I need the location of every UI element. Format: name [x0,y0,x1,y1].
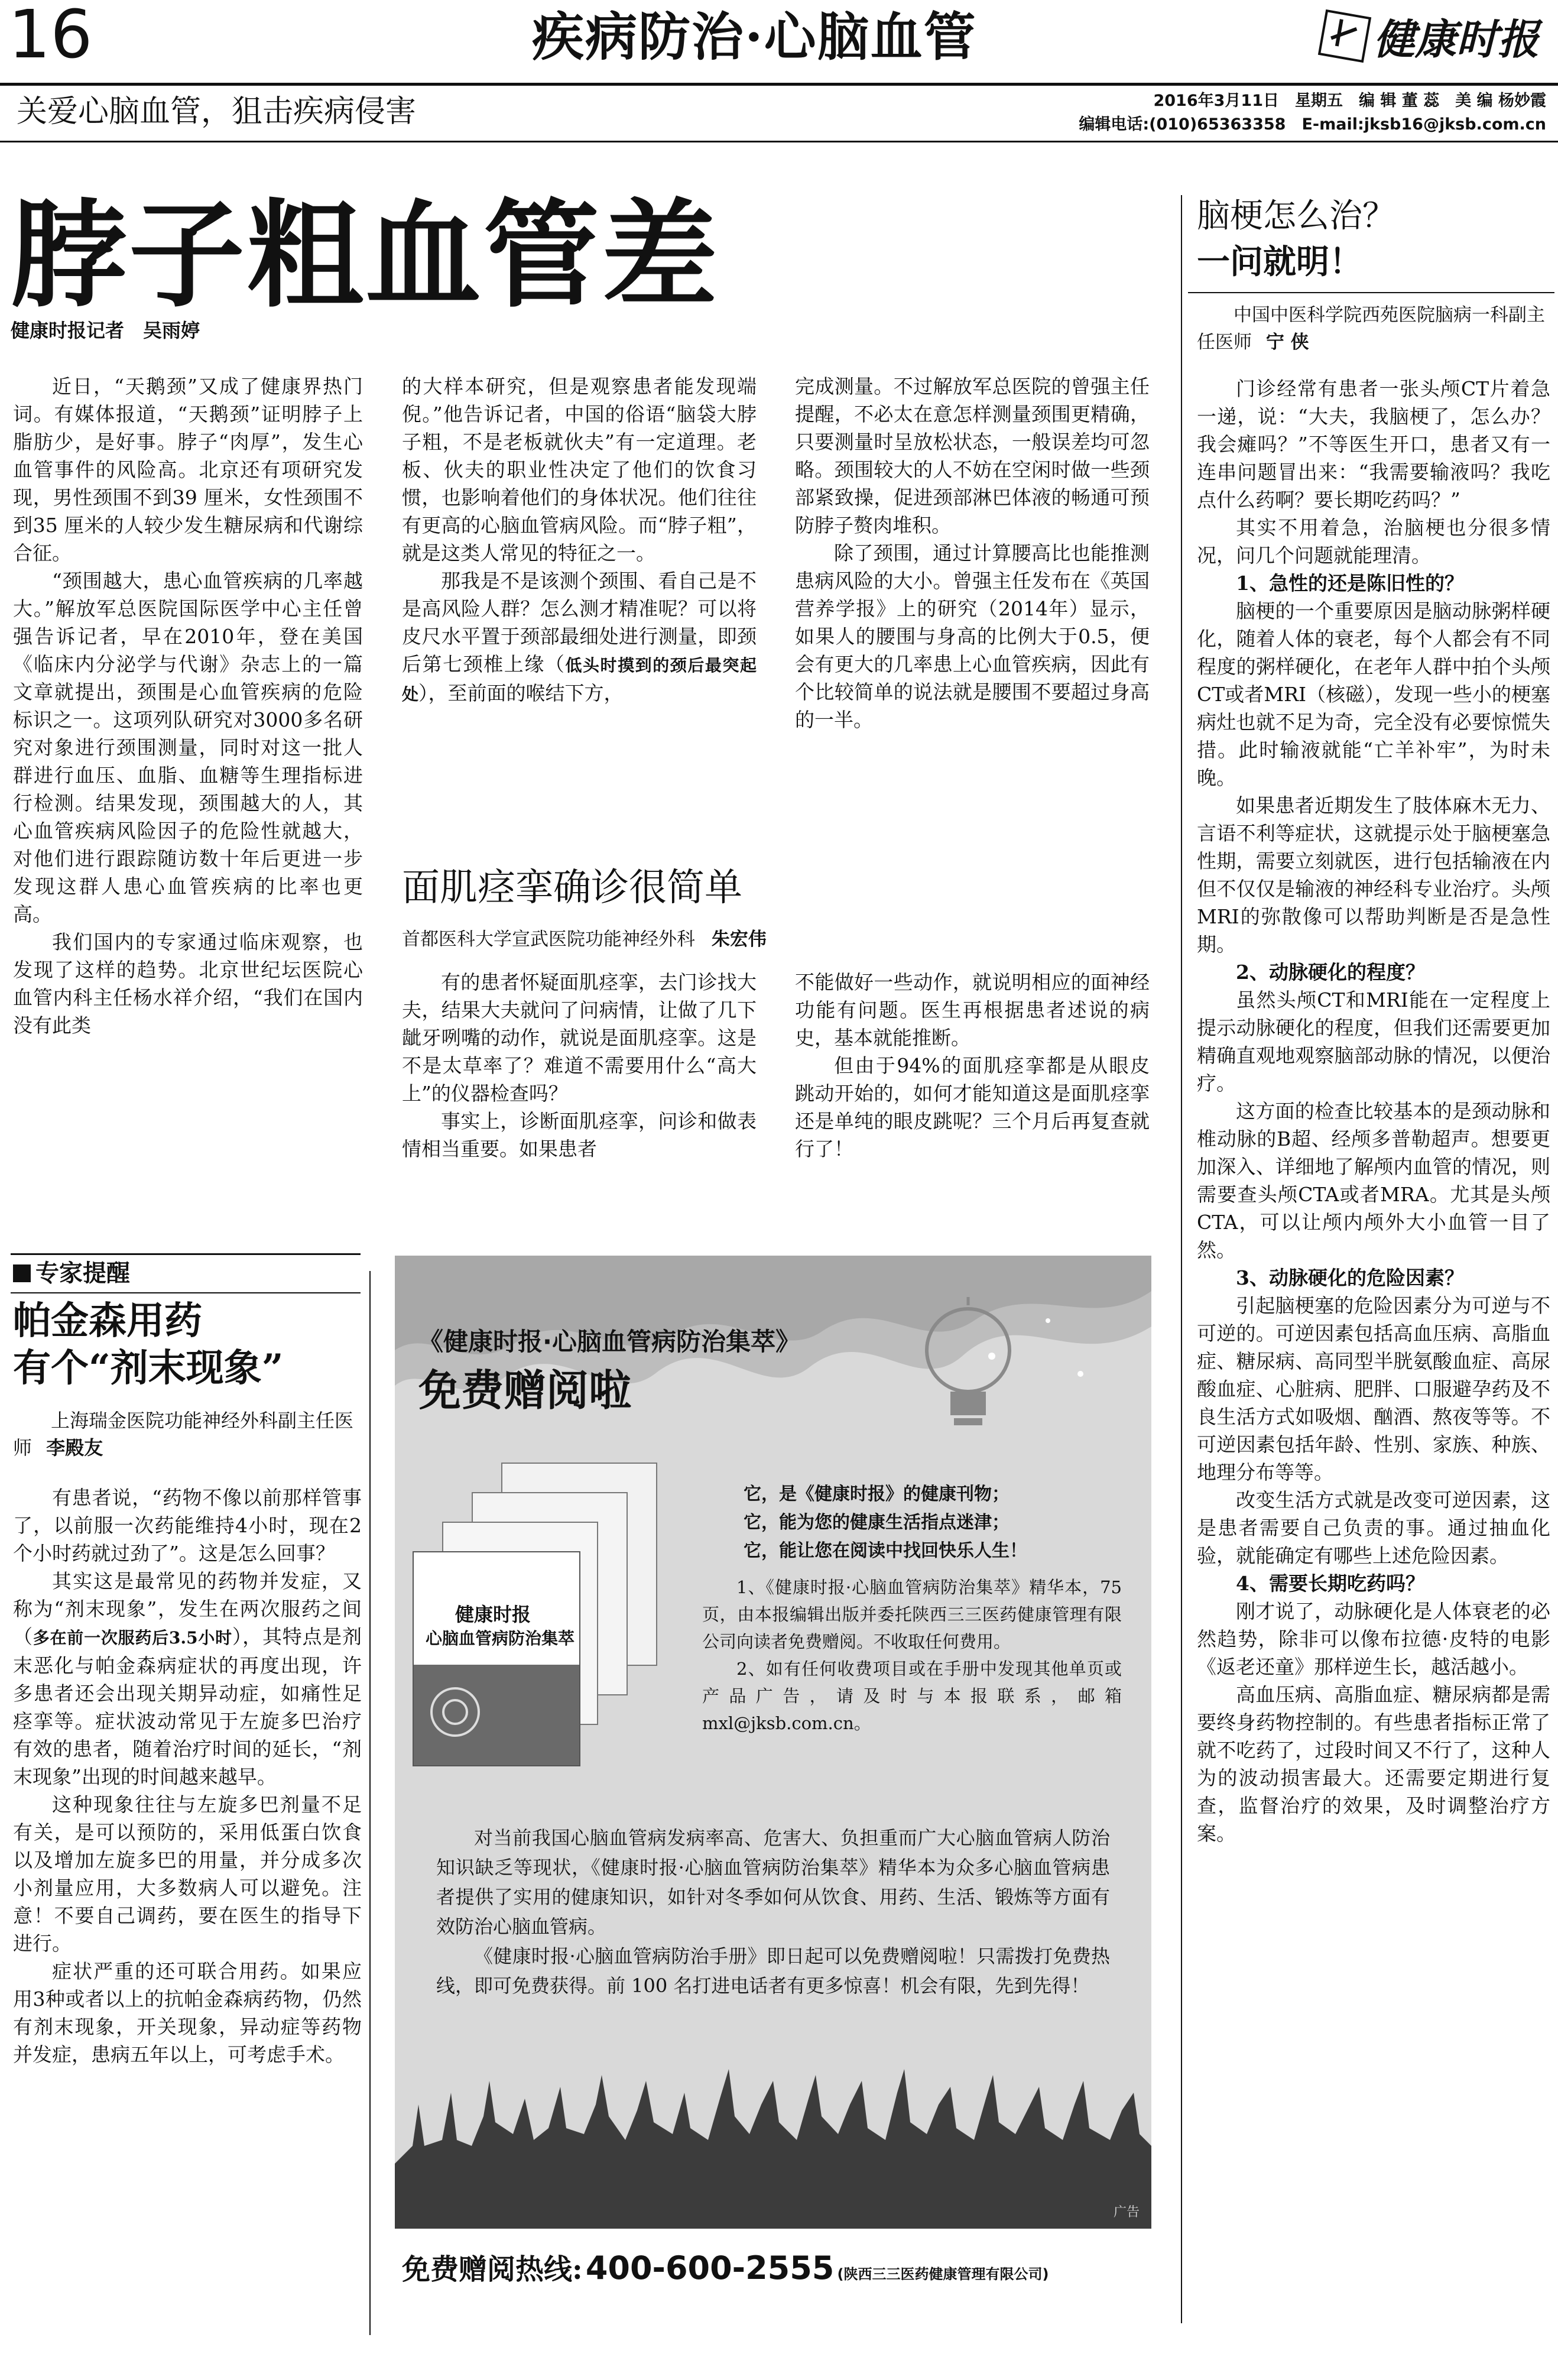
ad-hotline-number: 400-600-2555 [585,2249,835,2287]
ad-hotline-label: 免费赠阅热线: [402,2253,583,2286]
ad-book-ornament [426,1682,485,1742]
facial-byline [402,927,767,952]
facial-byline-org: 首都医科大学宣武医院功能神经外科 [402,929,695,950]
ad-item: 1、《健康时报·心脑血管病防治集萃》精华本，75页，由本报编辑出版并委托陕西三三医药健康管理有限公司向读者免费赠阅。不收取任何费用。 [702,1577,1122,1652]
ad-tagline: 它，能为您的健康生活指点迷津； [744,1512,1010,1533]
facial-col-b [795,968,1150,1163]
expert-tip-headline-2: 有个“剂末现象” [13,1346,284,1390]
text-note: 低头时摸到的颈后最突起处 [402,656,757,704]
paragraph [13,1567,362,1791]
text-run: ），至前面的喉结下方， [418,682,624,705]
header-contact-line: 编辑电话:(010)65363358 E-mail:jksb16@jksb.com.cn [1079,115,1546,134]
expert-tip-rule [11,1253,361,1255]
crowd-silhouette-graphic [395,2057,1151,2229]
paragraph: 近日，“天鹅颈”又成了健康界热门词。有媒体报道，“天鹅颈”证明脖子上脂肪少，是好事。脖子“肉厚”，发生心血管事件的风险高。北京还有项研究发现，男性颈围不到39 厘米，女性颈围不到35 厘米的人较少发生糖尿病和代谢综合征。 [13,375,363,565]
paragraph: 除了颈围，通过计算腰高比也能推测患病风险的大小。曾强主任发布在《英国营养学报》上的研究（2014年）显示，如果人的腰围与身高的比例大于0.5，便会有更大的几率患上心血管疾病，因此有个比较简单的说法就是腰围不要超过身高的一半。 [795,542,1150,731]
expert-tip-rule-2 [11,1292,361,1293]
stroke-headline-2: 一问就明！ [1197,243,1362,281]
ad-book-brand: 健康时报 [455,1603,531,1626]
ad-body [436,1823,1110,2000]
header-rule-bottom [0,141,1558,142]
paragraph: 引起脑梗塞的危险因素分为可逆与不可逆的。可逆因素包括高血压病、高脂血症、糖尿病、高同型半胱氨酸血症、高尿酸血症、心脏病、肥胖、口服避孕药及不良生活方式如吸烟、酗酒、熬夜等等。不可逆因素包括年龄、性别、家族、种族、地理分布等等。 [1197,1294,1550,1484]
facial-col-a [402,968,757,1163]
brand-logo [1322,9,1539,63]
ad-book-title: 心脑血管病防治集萃 [426,1629,575,1648]
paragraph: 的大样本研究，但是观察患者能发现端倪。”他告诉记者，中国的俗语“脑袋大脖子粗，不是老板就伙夫”有一定道理。老板、伙夫的职业性决定了他们的饮食习惯，也影响着他们的身体状况。他们往往有更高的心脑血管病风险。而“脖子粗”，就是这类人常见的特征之一。 [402,375,757,565]
paragraph: 完成测量。不过解放军总医院的曾强主任提醒，不必太在意怎样测量颈围更精确，只要测量时呈放松状态，一般误差均可忽略。颈围较大的人不妨在空闲时做一些颈部紧致操，促进颈部淋巴体液的畅通可预防脖子赘肉堆积。 [795,375,1150,537]
expert-tip-byline [13,1407,362,1461]
page-number: 16 [8,0,93,73]
paragraph: 对当前我国心脑血管病发病率高、危害大、负担重而广大心脑血管病人防治知识缺乏等现状，《健康时报·心脑血管病防治集萃》精华本为众多心脑血管病患者提供了实用的健康知识，如针对冬季如何从饮食、用药、生活、锻炼等方面有效防治心脑血管病。 [436,1827,1110,1938]
expert-tip-body [13,1484,362,2068]
paragraph: 脑梗的一个重要原因是脑动脉粥样硬化，随着人体的衰老，每个人都会有不同程度的粥样硬化，在老年人群中拍个头颅CT或者MRI（核磁），发现一些小的梗塞病灶也就不足为奇，完全没有必要惊慌失措。此时输液就能“亡羊补牢”，为时未晚。 [1197,599,1550,789]
section-title: 疾病防治·心脑血管 [532,6,977,67]
header-slogan: 关爱心脑血管，狙击疾病侵害 [17,94,417,129]
expert-tip-tag [13,1257,130,1290]
subheading: 3、动脉硬化的危险因素？ [1236,1266,1464,1289]
subheading: 1、急性的还是陈旧性的？ [1236,572,1464,595]
paragraph: 其实不用着急，治脑梗也分很多情况，问几个问题就能理清。 [1197,516,1550,567]
paragraph: 有患者说，“药物不像以前那样管事了，以前服一次药能维持4小时，现在2个小时药就过劲了”。这是怎么回事？ [13,1486,362,1565]
expert-tip-byline-org: 上海瑞金医院功能神经外科副主任医师 [13,1409,354,1459]
expert-tip-byline-name: 李殿友 [46,1437,103,1459]
square-bullet-icon [13,1264,31,1282]
ad-tagline: 它，是《健康时报》的健康刊物； [744,1484,1010,1504]
paragraph: 《健康时报·心脑血管病防治手册》即日起可以免费赠阅啦！只需拨打免费热线，即可免费获得。前 100 名打进电话者有更多惊喜！机会有限，先到先得！ [436,1945,1110,1997]
subheading: 2、动脉硬化的程度？ [1236,961,1425,984]
text-note: 多在前一次服药后3.5小时 [33,1628,232,1648]
paragraph: 刚才说了，动脉硬化是人体衰老的必然趋势，除非可以像布拉德·皮特的电影《返老还童》那样逆生长，越活越小。 [1197,1600,1550,1678]
paragraph: 不能做好一些动作，就说明相应的面神经功能有问题。医生再根据患者述说的病史，基本就能推断。 [795,971,1150,1049]
ad-headline: 免费赠阅啦 [418,1365,632,1415]
column-divider-right [1181,195,1182,2323]
main-headline: 脖子粗血管差 [11,187,720,323]
paragraph: 但由于94%的面肌痉挛都是从眼皮跳动开始的，如何才能知道这是面肌痉挛还是单纯的眼皮跳呢？三个月后再复查就行了！ [795,1054,1150,1160]
header-rule-top [0,83,1558,86]
stroke-headline-rule [1188,292,1554,293]
ad-item: 2、如有任何收费项目或在手册中发现其他单页或产品广告，请及时与本报联系，邮箱mxl@jksb.com.cn。 [702,1659,1122,1733]
paragraph: 有的患者怀疑面肌痉挛，去门诊找大夫，结果大夫就问了问病情，让做了几下龇牙咧嘴的动作，就说是面肌痉挛。这是不是太草率了？难道不需要用什么“高大上”的仪器检查吗？ [402,971,757,1105]
paragraph: 虽然头颅CT和MRI能在一定程度上提示动脉硬化的程度，但我们还需要更加精确直观地观察脑部动脉的情况，以便治疗。 [1197,988,1550,1095]
main-article-col3 [795,372,1150,734]
expert-tip-tag-label: 专家提醒 [35,1260,130,1287]
stroke-headline-1: 脑梗怎么治？ [1197,197,1395,235]
ad-crowd-band [395,2057,1151,2229]
ad-series-title: 《健康时报·心脑血管病防治集萃》 [418,1327,800,1356]
ad-mark: 广告 [1113,2205,1140,2220]
paragraph: 门诊经常有患者一张头颅CT片着急一递，说：“大夫，我脑梗了，怎么办？我会瘫吗？”不等医生开口，患者又有一连串问题冒出来：“我需要输液吗？我吃点什么药啊？要长期吃药吗？” [1197,377,1550,511]
ad-hotline [402,2246,1049,2287]
ad-book-front [413,1551,580,1766]
main-article-col1 [13,372,363,1039]
ad-items [702,1574,1122,1737]
paragraph: 如果患者近期发生了肢体麻木无力、言语不利等症状，这就提示处于脑梗塞急性期，需要立刻就医，进行包括输液在内但不仅仅是输液的神经科专业治疗。头颅MRI的弥散像可以帮助判断是否是急性期。 [1197,794,1550,956]
paragraph: 改变生活方式就是改变可逆因素，这是患者需要自己负责的事。通过抽血化验，就能确定有哪些上述危险因素。 [1197,1489,1550,1567]
stroke-byline-name: 宁 侠 [1265,332,1309,353]
subheading: 4、需要长期吃药吗？ [1236,1572,1425,1595]
column-divider-left [369,1271,371,2335]
ad-taglines [744,1480,1027,1565]
paragraph: 高血压病、高脂血症、糖尿病都是需要终身药物控制的。有些患者指标正常了就不吃药了，过段时间又不行了，这种人为的波动损害最大。还需要定期进行复查，监督治疗的效果，及时调整治疗方案。 [1197,1683,1550,1845]
stroke-article-body [1197,375,1550,1847]
header-date-line: 2016年3月11日 星期五 编 辑 董 蕊 美 编 杨妙霞 [1153,92,1546,110]
facial-headline: 面肌痉挛确诊很简单 [402,866,742,910]
paragraph: “颈围越大，患心血管疾病的几率越大。”解放军总医院国际医学中心主任曾强告诉记者，早在2010年，登在美国《临床内分泌学与代谢》杂志上的一篇文章就提出，颈围是心血管疾病的危险标识之一。这项列队研究对3000多名研究对象进行颈围测量，同时对这一批人群进行血压、血脂、血糖等生理指标进行检测。结果发现，颈围越大的人，其心血管疾病风险因子的危险性就越大，对他们进行跟踪随访数十年后更进一步发现这群人患心血管疾病的比率也更高。 [13,569,363,926]
paragraph: 这方面的检查比较基本的是颈动脉和椎动脉的B超、经颅多普勒超声。想要更加深入、详细地了解颅内血管的情况，则需要查头颅CTA或者MRA。尤其是头颅CTA，可以让颅内颅外大小血管一目了然。 [1197,1100,1550,1262]
paragraph: 我们国内的专家通过临床观察，也发现了这样的趋势。北京世纪坛医院心血管内科主任杨水祥介绍，“我们在国内没有此类 [13,930,363,1037]
paragraph: 症状严重的还可联合用药。如果应用3种或者以上的抗帕金森病药物，仍然有剂末现象，开关现象，异动症等药物并发症，患病五年以上，可考虑手术。 [13,1960,362,2066]
ad-tagline: 它，能让您在阅读中找回快乐人生！ [744,1541,1027,1561]
text-run: 那我是不是该测个颈围、看自己是不是高风险人群？怎么测才精准呢？可以将皮尺水平置于颈部最细处进行测量，即颈后第七颈椎上缘（ [402,569,757,676]
main-article-col2 [402,372,757,708]
text-run: ），其特点是剂末恶化与帕金森病症状的再度出现，许多患者还会出现关期异动症，如痛性足痉挛等。症状波动常见于左旋多巴治疗有效的患者，随着治疗时间的延长，“剂末现象”出现的时间越来越早。 [13,1625,362,1788]
stroke-byline-org: 中国中医科学院西苑医院脑病一科副主任医师 [1197,304,1545,353]
paragraph: 这种现象往往与左旋多巴剂量不足有关，是可以预防的，采用低蛋白饮食以及增加左旋多巴的用量，并分成多次小剂量应用，大多数病人可以避免。注意！不要自己调药，要在医生的指导下进行。 [13,1793,362,1955]
facial-byline-name: 朱宏伟 [711,929,767,950]
ad-book-stack [413,1463,673,1770]
paragraph [402,567,757,708]
brand-logo-text: 健康时报 [1374,14,1539,64]
main-byline: 健康时报记者 吴雨婷 [11,319,200,342]
stroke-byline [1197,301,1550,356]
text-run: 其实这是最常见的药物并发症，又称为“剂末现象”，发生在两次服药之间（ [13,1570,362,1648]
lightbulb-icon [909,1297,1027,1451]
paragraph: 事实上，诊断面肌痉挛，问诊和做表情相当重要。如果患者 [402,1110,757,1160]
ad-hotline-company: (陕西三三医药健康管理有限公司) [837,2266,1049,2282]
ad-panel [395,1256,1151,2119]
expert-tip-headline-1: 帕金森用药 [13,1299,202,1343]
brand-logo-icon [1318,9,1371,63]
